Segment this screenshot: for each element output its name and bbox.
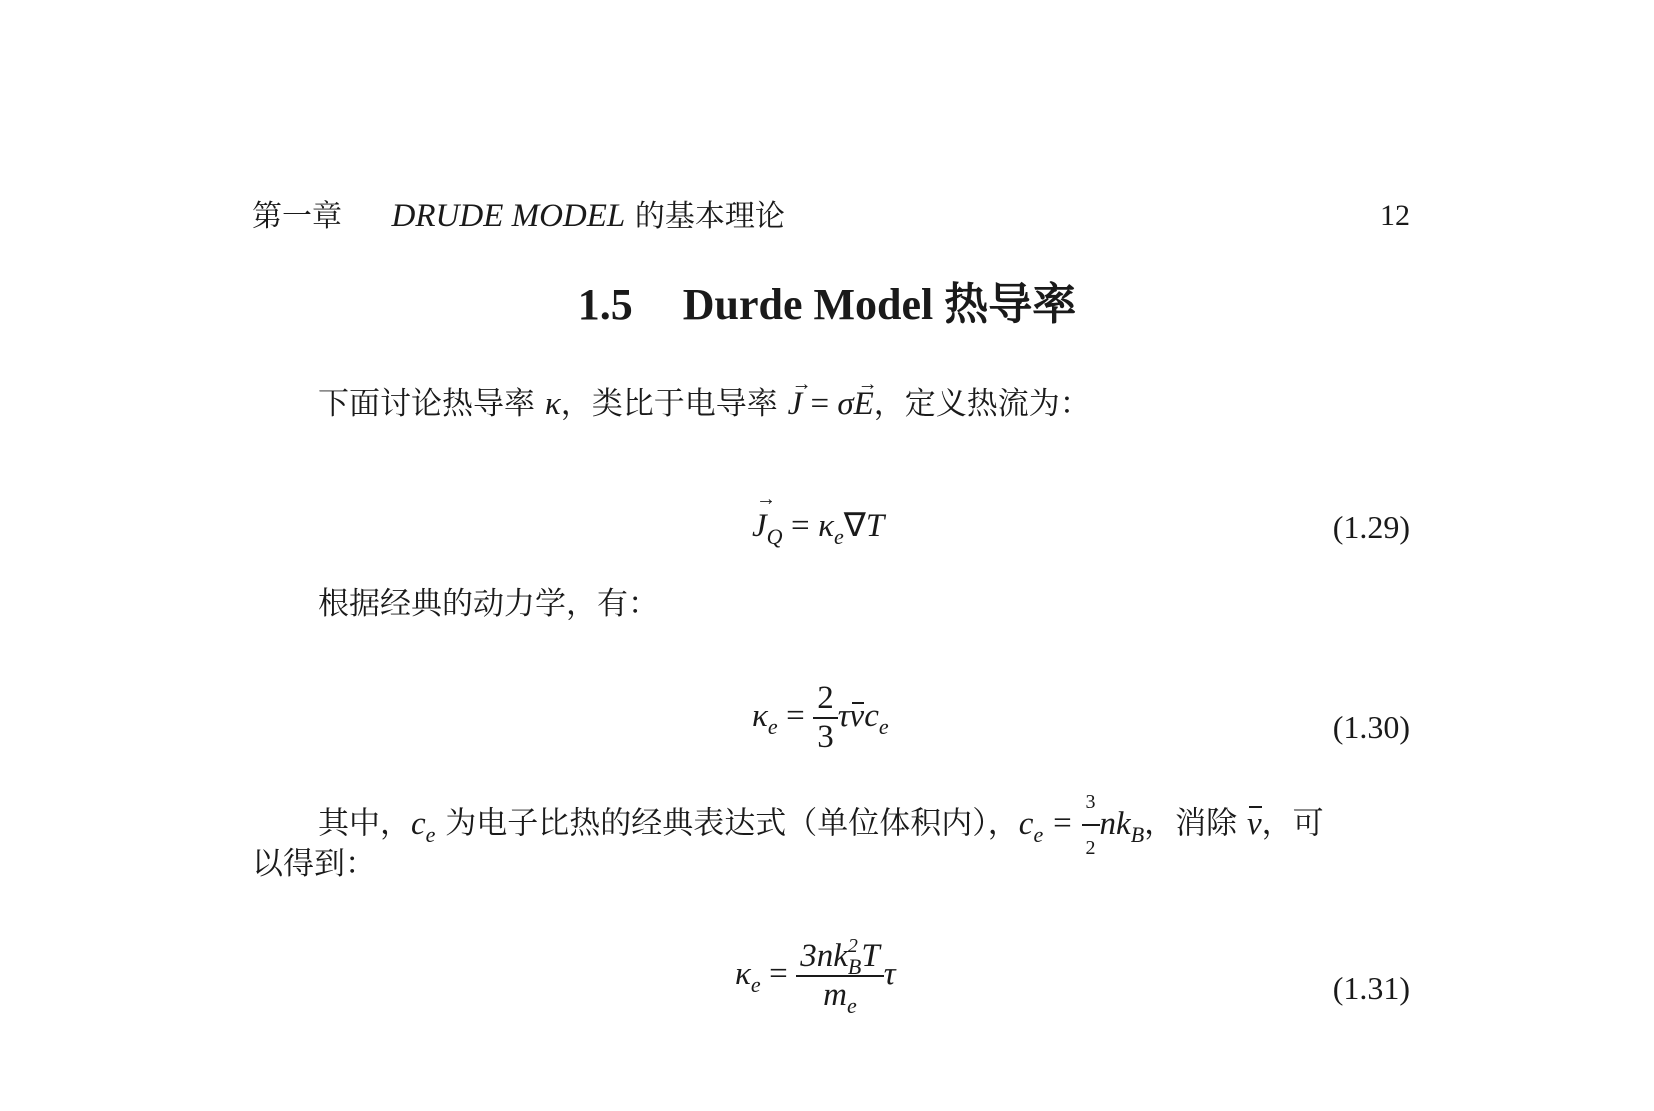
equation-1-31: $\kappa_e$ = $\frac{3nk^2_BT}{m_e}$ τ [735,935,896,1018]
paragraph-text: 为电子比热的经典表达式（单位体积内）， [435,805,1019,842]
section-number: 1.5 [577,280,633,329]
math-ohm-law: → J = σ→ E [788,386,874,422]
page-number: 12 [1380,199,1410,232]
paragraph-2: 根据经典的动力学，有： [318,586,659,622]
equation-number-1-31: (1.31) [1332,970,1410,1006]
paragraph-text: ，定义热流为： [873,386,1091,422]
section-title: Durde Model 热导率 [682,280,1077,329]
paragraph-3: 其中，$c_e$ 为电子比热的经典表达式（单位体积内），$c_e$ = $\frac{3}{2}$ $nk_B$，消除 v，可 [318,780,1324,870]
math-kappa: κ [544,386,561,422]
section-heading [0,275,1654,335]
equation-1-29: → $J_Q = \kappa_e\nabla T$ [752,505,884,545]
equation-number-1-30: (1.30) [1332,709,1410,745]
paragraph-text: 其中， [318,805,411,842]
paragraph-text: 下面讨论热导率 [318,386,545,422]
paragraph-text: ，可 [1261,805,1324,842]
paragraph-1 [318,382,1091,426]
chapter-label: 第一章 [252,199,342,234]
equation-1-30: $\kappa_e$ = $\frac{2}{3}$ τvc$_e$ [752,680,889,755]
running-header [252,196,785,237]
chapter-title-italic: DRUDE MODEL [391,198,626,234]
paragraph-text: ，消除 [1144,805,1248,842]
equation-number-1-29: (1.29) [1332,509,1410,545]
chapter-title-rest: 的基本理论 [634,199,785,234]
paragraph-text: ，类比于电导率 [560,386,788,422]
paragraph-3-line-2: 以得到： [252,846,376,882]
